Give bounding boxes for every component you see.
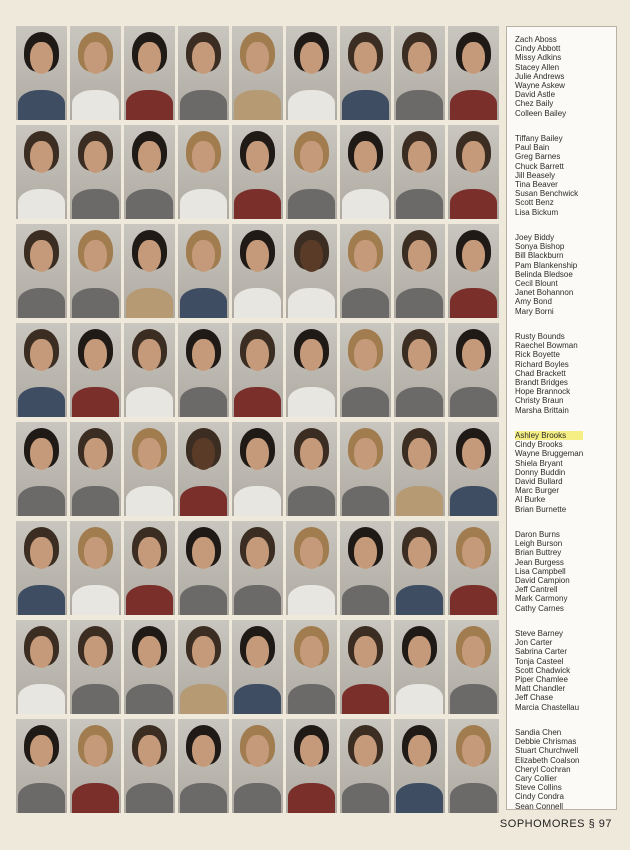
- name-group: [515, 728, 579, 811]
- student-name: Susan Benchwick: [515, 189, 579, 199]
- student-name: Cindy Condra: [515, 792, 564, 802]
- portrait-row: [16, 125, 500, 219]
- name-group: [515, 233, 577, 316]
- student-name: Brian Burnette: [515, 504, 567, 514]
- student-name: Raechel Bowman: [515, 341, 578, 351]
- student-name: Al Burke: [515, 495, 546, 505]
- student-portrait: [286, 719, 337, 813]
- student-portrait: [70, 521, 121, 615]
- student-portrait: [232, 224, 283, 318]
- student-portrait: [232, 422, 283, 516]
- student-name: Wayne Askew: [515, 81, 565, 91]
- portrait-row: [16, 620, 500, 714]
- student-name: Tina Beaver: [515, 180, 558, 190]
- student-name: Julie Andrews: [515, 71, 565, 81]
- student-portrait: [178, 620, 229, 714]
- student-name: Belinda Bledsoe: [515, 269, 573, 279]
- student-portrait: [340, 719, 391, 813]
- student-portrait: [286, 620, 337, 714]
- student-portrait: [178, 719, 229, 813]
- student-portrait: [124, 521, 175, 615]
- student-name: Matt Chandler: [515, 684, 566, 694]
- student-portrait: [448, 26, 499, 120]
- portrait-row: [16, 26, 500, 120]
- student-name: Richard Boyles: [515, 359, 569, 369]
- student-portrait: [178, 26, 229, 120]
- student-name: Sabrina Carter: [515, 647, 568, 657]
- student-portrait: [232, 125, 283, 219]
- student-portrait: [286, 125, 337, 219]
- portrait-row: [16, 422, 500, 516]
- student-name: Wayne Bruggeman: [515, 449, 584, 459]
- student-portrait: [394, 620, 445, 714]
- student-portrait: [340, 26, 391, 120]
- student-name: Christy Braun: [515, 396, 564, 406]
- student-portrait: [16, 26, 67, 120]
- name-column: [506, 26, 617, 810]
- student-portrait: [394, 125, 445, 219]
- section-title: SOPHOMORES: [499, 818, 585, 830]
- student-name: Lisa Bickum: [515, 207, 559, 217]
- student-name: Lisa Campbell: [515, 566, 566, 576]
- student-portrait: [394, 323, 445, 417]
- student-portrait: [340, 422, 391, 516]
- student-name: Marsha Brittain: [515, 405, 569, 415]
- student-name: Greg Barnes: [515, 152, 561, 162]
- student-portrait: [124, 224, 175, 318]
- student-portrait: [16, 521, 67, 615]
- student-name: Cindy Abbott: [515, 44, 561, 54]
- student-portrait: [70, 323, 121, 417]
- student-portrait: [448, 125, 499, 219]
- section-symbol: §: [588, 818, 596, 830]
- student-portrait: [286, 422, 337, 516]
- student-name: Scott Chadwick: [515, 665, 571, 675]
- student-portrait: [394, 719, 445, 813]
- student-name: Joey Biddy: [515, 233, 555, 242]
- student-name: Piper Chamlee: [515, 675, 568, 685]
- student-portrait: [124, 719, 175, 813]
- student-portrait: [178, 125, 229, 219]
- name-group: [515, 431, 583, 514]
- student-name: David Bullard: [515, 477, 563, 487]
- student-name: Brian Buttrey: [515, 548, 562, 558]
- portrait-row: [16, 323, 500, 417]
- student-portrait: [286, 26, 337, 120]
- student-name: Tiffany Bailey: [515, 134, 563, 143]
- student-name: Brandt Bridges: [515, 378, 568, 388]
- student-portrait: [124, 125, 175, 219]
- student-name: Stuart Churchwell: [515, 746, 579, 756]
- page-footer: [500, 818, 612, 830]
- student-name: Leigh Burson: [515, 539, 563, 549]
- student-portrait: [16, 620, 67, 714]
- student-portrait: [70, 125, 121, 219]
- student-name: Marcia Chastellau: [515, 702, 580, 712]
- student-name: Debbie Chrismas: [515, 737, 577, 747]
- student-portrait: [124, 323, 175, 417]
- student-portrait: [286, 323, 337, 417]
- student-name: Janet Bohannon: [515, 288, 574, 298]
- student-portrait: [394, 521, 445, 615]
- student-portrait: [16, 719, 67, 813]
- student-portrait: [232, 26, 283, 120]
- student-name: Cecil Blount: [515, 279, 558, 289]
- student-name: Pam Blankenship: [515, 260, 578, 270]
- student-name: Jeff Chase: [515, 693, 554, 703]
- student-portrait: [70, 224, 121, 318]
- student-name: Rusty Bounds: [515, 332, 565, 341]
- student-name: Sonya Bishop: [515, 242, 565, 252]
- student-name: Cindy Brooks: [515, 440, 563, 450]
- name-group: [515, 629, 579, 712]
- name-group: [515, 35, 566, 118]
- student-name: Cathy Carnes: [515, 603, 564, 613]
- student-name: Jeff Cantrell: [515, 585, 558, 595]
- student-name: Bill Blackburn: [515, 251, 564, 261]
- student-name: Sandia Chen: [515, 728, 562, 737]
- student-name: Elizabeth Coalson: [515, 755, 580, 765]
- student-name: Chez Baily: [515, 99, 554, 109]
- student-portrait: [178, 521, 229, 615]
- student-portrait: [394, 422, 445, 516]
- student-name: Jean Burgess: [515, 557, 564, 567]
- student-portrait: [448, 422, 499, 516]
- student-name: Mark Carmony: [515, 594, 568, 604]
- student-portrait: [70, 26, 121, 120]
- student-portrait: [340, 224, 391, 318]
- student-name: Jill Beasely: [515, 170, 556, 180]
- student-portrait: [448, 224, 499, 318]
- student-portrait: [16, 125, 67, 219]
- student-portrait: [232, 323, 283, 417]
- student-name: Rick Boyette: [515, 350, 560, 360]
- student-name: Jon Carter: [515, 638, 553, 648]
- student-portrait: [16, 323, 67, 417]
- student-portrait: [340, 323, 391, 417]
- portrait-row: [16, 521, 500, 615]
- student-name: Hope Brannock: [515, 387, 571, 397]
- student-portrait: [70, 620, 121, 714]
- student-name: Chad Brackett: [515, 368, 566, 378]
- student-name: Daron Burns: [515, 530, 560, 539]
- student-portrait: [232, 719, 283, 813]
- student-name: Zach Aboss: [515, 35, 557, 44]
- name-group: [515, 332, 578, 415]
- student-portrait: [178, 323, 229, 417]
- student-portrait: [124, 26, 175, 120]
- student-name: Colleen Bailey: [515, 108, 567, 118]
- student-name: Tonja Casteel: [515, 656, 564, 666]
- student-portrait: [448, 323, 499, 417]
- student-portrait: [340, 620, 391, 714]
- student-portrait: [178, 422, 229, 516]
- name-group: [515, 134, 578, 217]
- student-name: Chuck Barrett: [515, 161, 564, 171]
- portrait-grid: [16, 26, 500, 818]
- student-portrait: [286, 224, 337, 318]
- student-name: Sean Connell: [515, 801, 564, 811]
- student-portrait: [16, 422, 67, 516]
- student-name: Mary Borni: [515, 306, 554, 316]
- student-portrait: [16, 224, 67, 318]
- student-portrait: [124, 620, 175, 714]
- student-portrait: [124, 422, 175, 516]
- student-name: Amy Bond: [515, 297, 552, 307]
- student-portrait: [340, 521, 391, 615]
- name-group: [515, 530, 570, 613]
- student-portrait: [232, 620, 283, 714]
- student-name: Shiela Bryant: [515, 458, 563, 468]
- student-portrait: [448, 719, 499, 813]
- student-portrait: [70, 422, 121, 516]
- student-name: Cheryl Cochran: [515, 764, 571, 774]
- student-portrait: [340, 125, 391, 219]
- student-name: Paul Bain: [515, 143, 550, 153]
- student-name: Ashley Brooks: [515, 431, 583, 440]
- page-number: 97: [598, 818, 612, 830]
- student-name: Cary Collier: [515, 774, 557, 784]
- student-name: Scott Benz: [515, 198, 554, 208]
- student-name: Steve Barney: [515, 629, 564, 638]
- student-name: David Astle: [515, 90, 556, 100]
- student-portrait: [232, 521, 283, 615]
- student-portrait: [448, 521, 499, 615]
- portrait-row: [16, 224, 500, 318]
- student-name: Steve Collins: [515, 783, 562, 793]
- student-name: David Campion: [515, 576, 570, 586]
- student-portrait: [394, 26, 445, 120]
- student-portrait: [448, 620, 499, 714]
- student-portrait: [394, 224, 445, 318]
- student-name: Missy Adkins: [515, 53, 562, 63]
- student-portrait: [286, 521, 337, 615]
- portrait-row: [16, 719, 500, 813]
- student-portrait: [178, 224, 229, 318]
- student-name: Donny Buddin: [515, 467, 566, 477]
- student-portrait: [70, 719, 121, 813]
- student-name: Marc Burger: [515, 486, 560, 496]
- student-name: Stacey Allen: [515, 62, 560, 72]
